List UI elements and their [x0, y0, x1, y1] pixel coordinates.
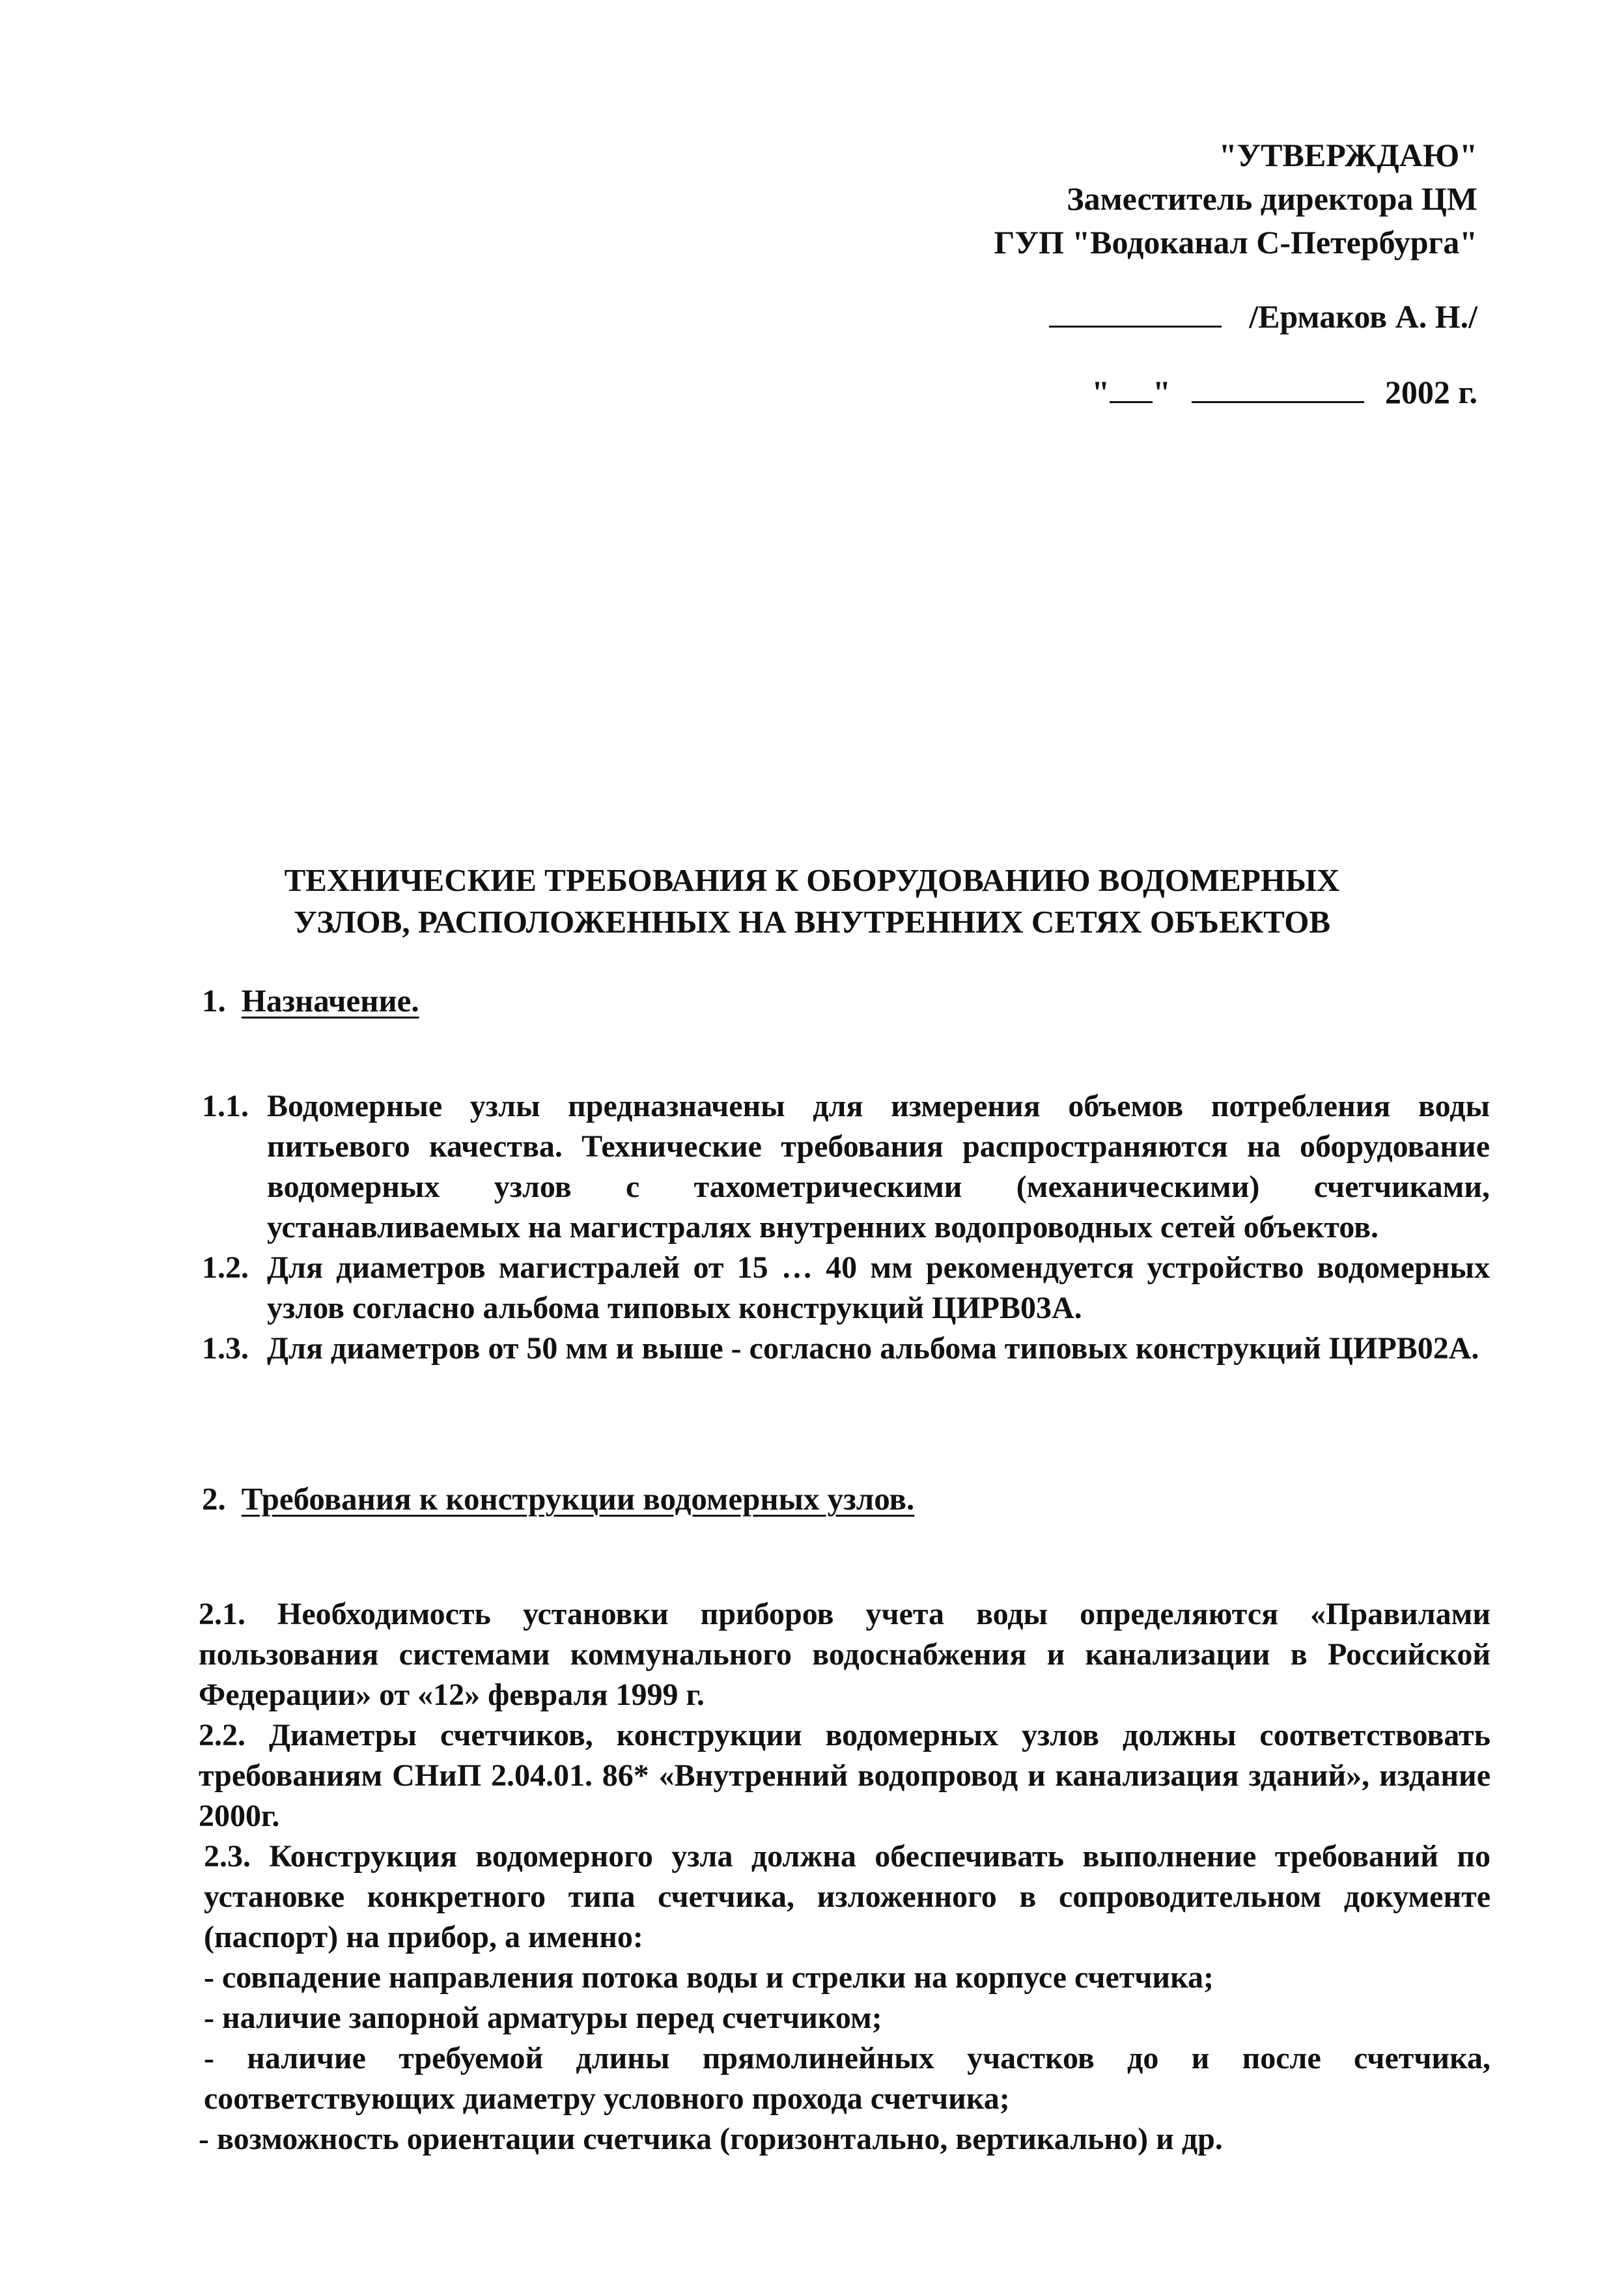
- section-1-items: [202, 1086, 1490, 1369]
- title-line-2: УЗЛОВ, РАСПОЛОЖЕННЫХ НА ВНУТРЕННИХ СЕТЯХ ОБЪЕКТОВ: [294, 904, 1330, 940]
- section-2-title: Требования к конструкции водомерных узлов.: [241, 1481, 915, 1517]
- paragraph-2-1: 2.1. Необходимость установки приборов учета воды определяются «Правилами пользования системами коммунального водоснабжения и канализации в Российской Федерации» от «12» февраля 1999 г.: [199, 1597, 1491, 1712]
- date-quote-open: ": [1091, 374, 1110, 410]
- item-1-2: [202, 1248, 1490, 1328]
- document-title: [195, 860, 1429, 943]
- item-text: Для диаметров от 50 мм и выше - согласно альбома типовых конструкций ЦИРВ02А.: [267, 1331, 1479, 1366]
- signatory-name: /Ермаков А. Н./: [1249, 298, 1477, 335]
- section-1-number: 1.: [202, 983, 226, 1019]
- date-quote-close: ": [1153, 374, 1171, 410]
- item-1-3: [202, 1328, 1490, 1369]
- item-text: Водомерные узлы предназначены для измерения объемов потребления воды питьевого качества. Технические требования распространяются на оборудование водомерных узлов с тахометрическими (механическими) счетчиками, устанавливаемых на магистралях внутренних водопроводных сетей объектов.: [267, 1089, 1490, 1244]
- title-line-1: ТЕХНИЧЕСКИЕ ТРЕБОВАНИЯ К ОБОРУДОВАНИЮ ВОДОМЕРНЫХ: [284, 862, 1340, 898]
- section-1-heading: [202, 980, 419, 1022]
- bullet-item: - наличие запорной арматуры перед счетчиком;: [204, 2001, 882, 2035]
- paragraph-2-2: 2.2. Диаметры счетчиков, конструкции водомерных узлов должны соответствовать требованиям СНиП 2.04.01. 86* «Внутренний водопровод и канализация зданий», издание 2000г.: [199, 1718, 1491, 1833]
- approval-position: Заместитель директора ЦМ: [1067, 180, 1477, 217]
- month-blank: [1192, 370, 1364, 403]
- paragraph-2-3: 2.3. Конструкция водомерного узла должна обеспечивать выполнение требований по установке конкретного типа счетчика, изложенного в сопроводительном документе (паспорт) на прибор, а именно:: [204, 1839, 1491, 1954]
- item-1-1: [202, 1086, 1490, 1248]
- section-2-items: [199, 1594, 1491, 2159]
- section-2-heading: [202, 1478, 914, 1520]
- section-2-number: 2.: [202, 1481, 226, 1517]
- section-1-title: Назначение.: [241, 983, 419, 1019]
- bullet-item: - возможность ориентации счетчика (горизонтально, вертикально) и др.: [199, 2122, 1223, 2156]
- item-number: 1.3.: [202, 1331, 249, 1366]
- item-number: 1.1.: [202, 1089, 249, 1123]
- item-number: 1.2.: [202, 1250, 249, 1285]
- signature-blank: [1049, 294, 1222, 328]
- approval-block: [826, 134, 1477, 414]
- bullet-item: - наличие требуемой длины прямолинейных участков до и после счетчика, соответствующих диаметру условного прохода счетчика;: [204, 2041, 1491, 2116]
- date-line: [826, 370, 1477, 414]
- item-text: Для диаметров магистралей от 15 … 40 мм рекомендуется устройство водомерных узлов согласно альбома типовых конструкций ЦИРВ03А.: [267, 1250, 1490, 1325]
- bullet-item: - совпадение направления потока воды и стрелки на корпусе счетчика;: [204, 1960, 1214, 1995]
- approval-heading: "УТВЕРЖДАЮ": [1218, 137, 1477, 173]
- approval-organization: ГУП "Водоканал С-Петербурга": [994, 224, 1477, 260]
- day-blank: [1110, 370, 1153, 403]
- date-year: 2002 г.: [1384, 374, 1477, 410]
- signature-line: [826, 294, 1477, 339]
